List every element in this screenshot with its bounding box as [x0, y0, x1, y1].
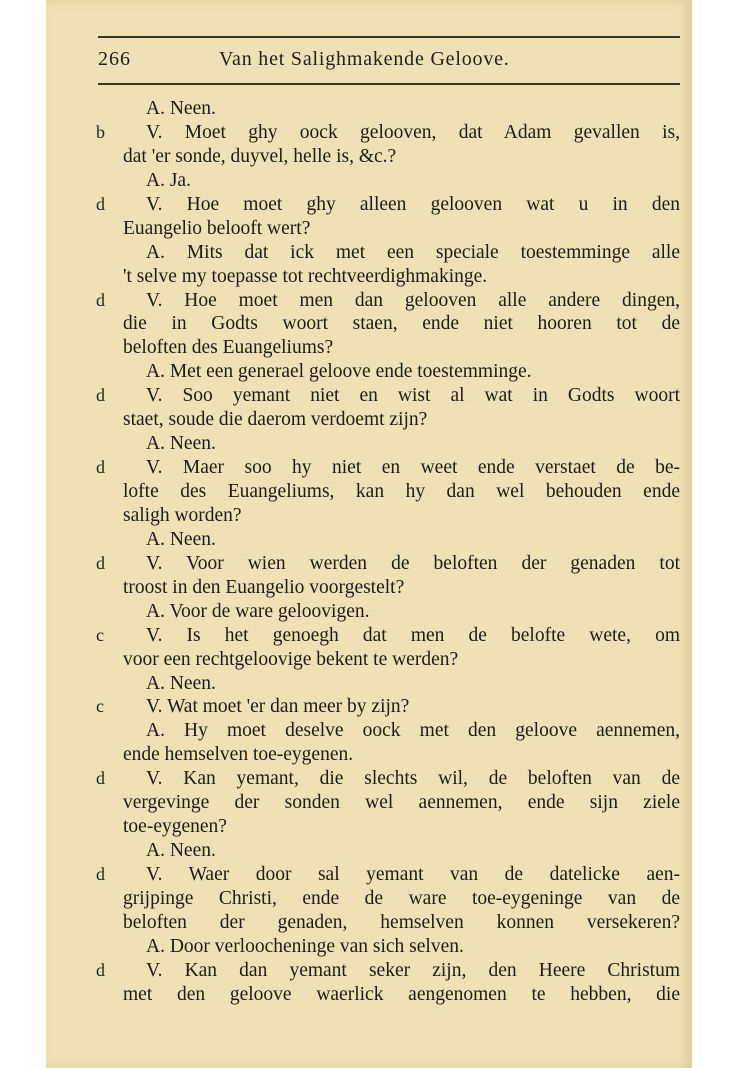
text-line — [98, 384, 680, 408]
text-line — [98, 887, 680, 911]
margin-marker: d — [96, 959, 105, 980]
question-text: V. Hoe moet ghy alleen gelooven wat u in den — [146, 193, 680, 215]
answer-text: A. Voor de ware geloovigen. — [146, 600, 370, 622]
continuation-text: die in Godts woort staen, ende niet hooren tot de — [123, 313, 680, 335]
answer-text: A. Neen. — [146, 433, 216, 455]
text-line — [98, 504, 680, 528]
text-line — [98, 719, 680, 743]
text-line — [98, 241, 680, 265]
continuation-text: ende hemselven toe-eygenen. — [123, 744, 354, 766]
text-line — [98, 456, 680, 480]
text-line — [98, 863, 680, 887]
question-text: V. Maer soo hy niet en weet ende verstaet de be- — [146, 457, 680, 479]
continuation-text: toe-eygenen? — [123, 816, 227, 838]
text-line — [98, 600, 680, 624]
question-text: V. Hoe moet men dan gelooven alle andere dingen, — [146, 289, 680, 311]
question-text: V. Voor wien werden de beloften der genaden tot — [146, 552, 680, 574]
book-page — [46, 0, 692, 1068]
catechism-text — [98, 97, 680, 1007]
margin-marker: d — [96, 552, 105, 573]
margin-marker: d — [96, 864, 105, 884]
question-text: V. Moet ghy oock gelooven, dat Adam gevallen is, — [146, 121, 680, 143]
continuation-text: grijpinge Christi, ende de ware toe-eygeninge van de — [123, 887, 680, 909]
text-line — [98, 360, 680, 384]
running-head — [98, 48, 680, 76]
text-line — [98, 169, 680, 193]
answer-text: A. Met een generael geloove ende toestemminge. — [146, 361, 532, 383]
answer-text: A. Neen. — [146, 840, 216, 862]
continuation-text: Euangelio belooft wert? — [123, 217, 311, 239]
margin-marker: d — [96, 768, 105, 789]
text-line — [98, 983, 680, 1007]
answer-text: A. Neen. — [146, 528, 216, 550]
text-line — [98, 480, 680, 504]
continuation-text: dat 'er sonde, duyvel, helle is, &c.? — [123, 145, 397, 167]
continuation-text: beloften der genaden, hemselven konnen versekeren? — [123, 911, 680, 933]
running-title: Van het Salighmakende Geloove. — [219, 48, 510, 70]
text-line — [98, 408, 680, 432]
continuation-text: vergevinge der sonden wel aennemen, ende sijn ziele — [123, 792, 680, 814]
answer-text: A. Neen. — [146, 672, 216, 694]
text-line — [98, 193, 680, 217]
answer-text: A. Hy moet deselve oock met den geloove aennemen, — [146, 720, 680, 742]
text-line — [98, 911, 680, 935]
text-line — [98, 791, 680, 815]
margin-marker: c — [96, 696, 104, 717]
margin-marker: d — [96, 385, 105, 406]
question-text: V. Waer door sal yemant van de datelicke aen- — [146, 864, 680, 885]
margin-marker: c — [96, 624, 104, 645]
text-line — [98, 695, 680, 719]
header-bottom-rule — [98, 83, 680, 85]
continuation-text: lofte des Euangeliums, kan hy dan wel behouden ende — [123, 481, 680, 502]
answer-text: A. Mits dat ick met een speciale toestemminge alle — [146, 241, 680, 263]
page-number: 266 — [98, 48, 131, 70]
text-line — [98, 289, 680, 313]
continuation-text: voor een rechtgeloovige bekent te werden? — [123, 648, 459, 670]
text-line — [98, 97, 680, 121]
answer-text: A. Door verloocheninge van sich selven. — [146, 935, 464, 957]
continuation-text: met den geloove waerlick aengenomen te hebben, die — [123, 983, 680, 1005]
text-line — [98, 743, 680, 767]
text-line — [98, 336, 680, 360]
text-line — [98, 624, 680, 648]
answer-text: A. Ja. — [146, 169, 191, 191]
text-line — [98, 432, 680, 456]
text-line — [98, 265, 680, 289]
text-line — [98, 528, 680, 552]
text-line — [98, 552, 680, 576]
margin-marker: d — [96, 457, 105, 478]
text-line — [98, 217, 680, 241]
question-text: V. Is het genoegh dat men de belofte wete, om — [146, 624, 680, 646]
continuation-text: beloften des Euangeliums? — [123, 337, 334, 359]
header-top-rule — [98, 36, 680, 38]
question-text: V. Wat moet 'er dan meer by zijn? — [146, 696, 410, 718]
continuation-text: staet, soude die daerom verdoemt zijn? — [123, 409, 428, 431]
question-text: V. Soo yemant niet en wist al wat in Godts woort — [146, 385, 680, 407]
text-line — [98, 576, 680, 600]
question-text: V. Kan dan yemant seker zijn, den Heere Christum — [146, 959, 680, 981]
margin-marker: b — [96, 121, 105, 142]
continuation-text: troost in den Euangelio voorgestelt? — [123, 576, 405, 598]
text-line — [98, 121, 680, 145]
margin-marker: d — [96, 193, 105, 214]
margin-marker: d — [96, 289, 105, 310]
question-text: V. Kan yemant, die slechts wil, de beloften van de — [146, 768, 680, 790]
text-line — [98, 815, 680, 839]
text-line — [98, 145, 680, 169]
text-line — [98, 312, 680, 336]
answer-text: A. Neen. — [146, 98, 216, 119]
text-line — [98, 935, 680, 959]
text-line — [98, 648, 680, 672]
continuation-text: 't selve my toepasse tot rechtveerdighmakinge. — [123, 265, 488, 287]
text-line — [98, 672, 680, 696]
continuation-text: saligh worden? — [123, 504, 242, 526]
text-line — [98, 767, 680, 791]
text-line — [98, 839, 680, 863]
text-line — [98, 959, 680, 983]
